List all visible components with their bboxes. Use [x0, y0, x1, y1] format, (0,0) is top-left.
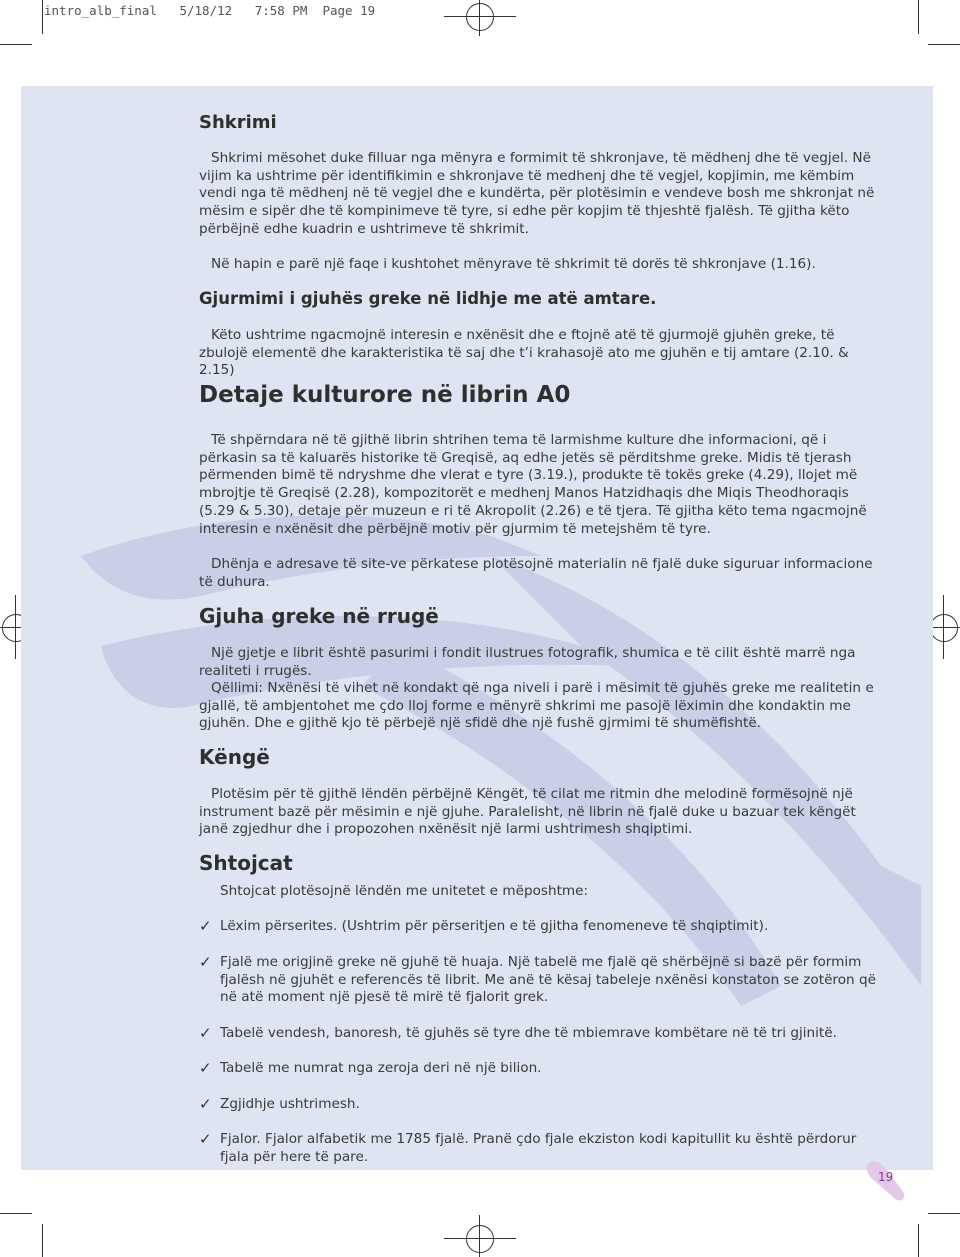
section-title-shtojcat: Shtojcat [199, 851, 293, 875]
check-icon: ✓ [199, 917, 212, 935]
check-icon: ✓ [199, 1130, 212, 1148]
paragraph: Plotësim për të gjithë lëndën përbëjnë Këngët, të cilat me ritmin dhe melodinë formësojnë një instrument bazë për mësimin e një gjuhe. Paralelisht, në librin në fjalë duke u bazuar tek këngët janë zgjedhur dhe i propozohen nxënësit një larmi ushtrimesh shqiptimi. [199, 786, 856, 838]
paragraph: Shtojcat plotësojnë lëndën me unitetet e mëposhtme: [220, 883, 589, 899]
check-icon: ✓ [199, 1024, 212, 1042]
quote-watermark [21, 86, 933, 1170]
list-item: Lëxim përserites. (Ushtrim për përseritjen e të gjitha fenomeneve të shqiptimit). [220, 918, 769, 934]
paragraph: Në hapin e parë një faqe i kushtohet mënyrave të shkrimit të dorës të shkronjave (1.16). [211, 256, 816, 272]
list-item: Tabelë me numrat nga zeroja deri në një bilion. [220, 1060, 542, 1076]
paragraph: Një gjetje e librit është pasurimi i fondit ilustrues fotografik, shumica e të cilit është marrë nga realiteti i rrugës. [199, 645, 856, 679]
section-title-kenge: Këngë [199, 745, 270, 769]
paragraph: Këto ushtrime ngacmojnë interesin e nxënësit dhe e ftojnë atë të gjurmojë gjuhën greke, të zbulojë elementë dhe karakteristika të saj dhe t’i krahasojë ato me gjuhën e tij amtare (2.10. & 2.15) [199, 327, 849, 379]
page-number: 19 [878, 1170, 894, 1184]
paragraph: Qëllimi: Nxënësi të vihet në kondakt që nga niveli i parë i mësimit të gjuhës greke me realitetin e gjallë, të ambjentohet me çdo lloj forme e mënyrë shkrimi me pasojë lëximin dhe kondaktin me gjuhën. Dhe e gjithë kjo të përbejë një sfidë dhe një fushë gjrmimi të shumëfishtë. [199, 680, 874, 732]
list-item: Zgjidhje ushtrimesh. [220, 1096, 360, 1112]
section-title-gjuha: Gjuha greke në rrugë [199, 604, 439, 628]
print-slug: intro_alb_final 5/18/12 7:58 PM Page 19 [44, 3, 376, 18]
check-icon: ✓ [199, 953, 212, 971]
list-item: Fjalor. Fjalor alfabetik me 1785 fjalë. Pranë çdo fjale ekziston kodi kapitullit ku është përdorur fjala për here të pare. [220, 1131, 857, 1165]
section-title-gjurmimi: Gjurmimi i gjuhës greke në lidhje me atë amtare. [199, 289, 657, 308]
list-item: Fjalë me origjinë greke në gjuhë të huaja. Një tabelë me fjalë që shërbëjnë si bazë për formim fjalësh në gjuhët e referencës të librit. Me anë të kësaj tabeleje nxënësi konstaton se zotëron që në atë moment një pjesë të mirë të fjalorit grek. [220, 954, 876, 1006]
check-icon: ✓ [199, 1095, 212, 1113]
content-panel [21, 86, 933, 1170]
paragraph: Dhënja e adresave të site-ve përkatese plotësojnë materialin në fjalë duke siguruar informacione të duhura. [199, 556, 873, 590]
section-title-detaje: Detaje kulturore në librin A0 [199, 382, 571, 408]
paragraph: Të shpërndara në të gjithë librin shtrihen tema të larmishme kulture dhe informacioni, që i përkasin sa të kaluarës historike të Greqisë, aq edhe jetës së përditshme greke. Midis të tjerash përmenden bimë të ndryshme dhe vlerat e tyre (3.19.), produkte të tokës greke (4.29), llojet më mbrojtje të Greqisë (2.28), kompozitorët e medhenj Manos Hatzidhaqis dhe Miqis Theodhoraqis (5.29 & 5.30), detaje për muzeun e ri të Akropolit (2.26) e të tjera. Të gjitha këto tema ngacmojnë interesin e nxënësit dhe përbëjnë motiv për gjurmim të metejshëm të tyre. [199, 432, 867, 537]
list-item: Tabelë vendesh, banoresh, të gjuhës së tyre dhe të mbiemrave kombëtare në të tri gjinitë. [220, 1025, 837, 1041]
section-title-shkrimi: Shkrimi [199, 112, 277, 133]
check-icon: ✓ [199, 1059, 212, 1077]
paragraph: Shkrimi mësohet duke filluar nga mënyra e formimit të shkronjave, të mëdhenj dhe të vegjel. Në vijim ka ushtrime për identifikimin e shkronjave të medhenj dhe të vegjel, kopjimin, me këmbim vendi nga të mëdhenj në të vegjel dhe e kundërta, për plotësimin e vendeve bosh me shkronjat në mësim e sipër dhe të kompinimeve të tyre, si edhe për kopjim të thjeshtë fjalësh. Të gjitha këto përbëjnë edhe kuadrin e ushtrimeve të shkrimit. [199, 150, 875, 237]
